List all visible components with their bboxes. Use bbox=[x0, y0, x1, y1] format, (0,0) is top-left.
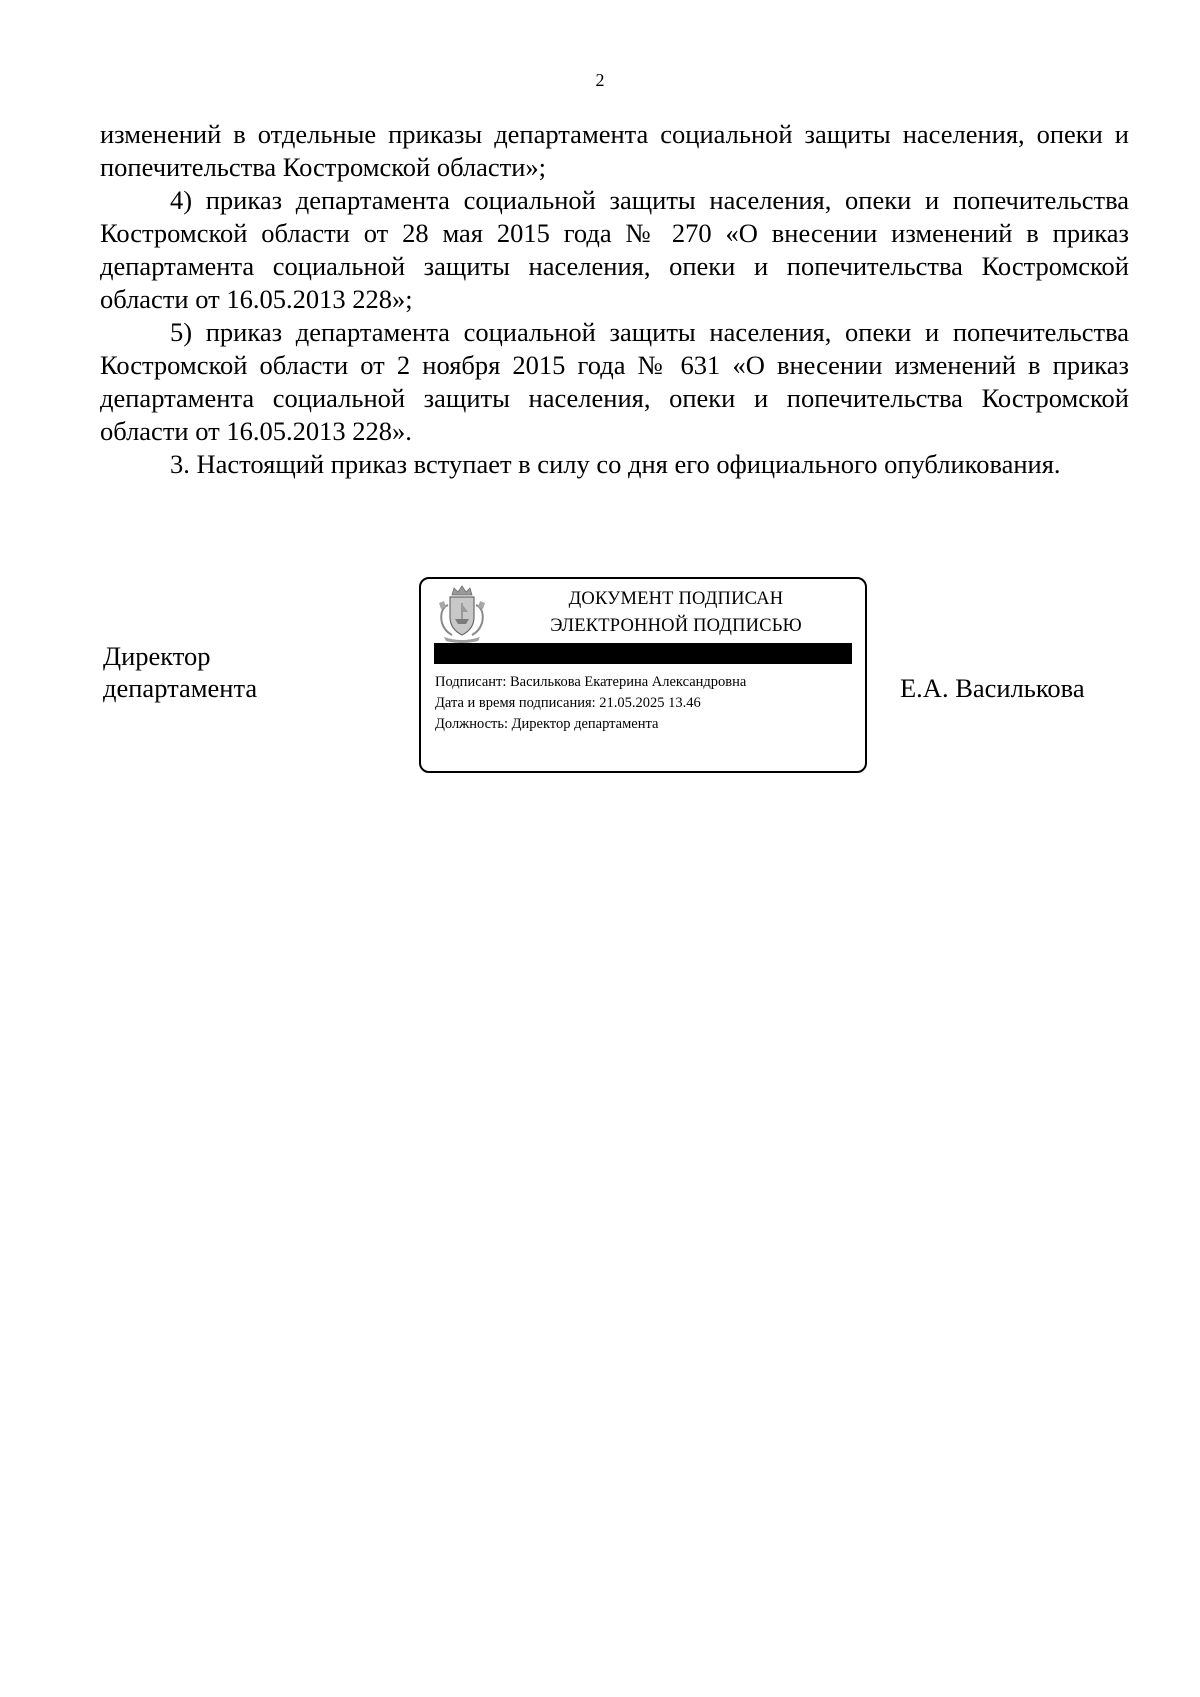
paragraph-item-3-effective: 3. Настоящий приказ вступает в силу со дня его официального опубликования. bbox=[170, 449, 1061, 479]
paragraph-continuation: изменений в отдельные приказы департамента социальной защиты населения, опеки и попечительства Костромской области»; bbox=[100, 119, 1129, 182]
signatory-name: Е.А. Василькова bbox=[900, 673, 1085, 703]
kostroma-coat-of-arms-icon bbox=[434, 585, 490, 643]
signatory-position-line1: Директор bbox=[103, 641, 211, 671]
paragraph-item-4: 4) приказ департамента социальной защиты населения, опеки и попечительства Костромской области от 28 мая 2015 года № 270 «О внесении изменений в приказ департамента социальной защиты населения, опеки и попечительства Костромской области от 16.05.2013 228»; bbox=[100, 185, 1129, 314]
signatory-position bbox=[103, 640, 257, 704]
document-body bbox=[100, 118, 1129, 481]
esign-header bbox=[501, 586, 851, 640]
esign-signer: Подписант: Василькова Екатерина Александровна bbox=[435, 674, 747, 690]
paragraph-item-5: 5) приказ департамента социальной защиты населения, опеки и попечительства Костромской области от 2 ноября 2015 года № 631 «О внесении изменений в приказ департамента социальной защиты населения, опеки и попечительства Костромской области от 16.05.2013 228». bbox=[100, 317, 1129, 446]
esign-position: Должность: Директор департамента bbox=[435, 716, 659, 732]
esign-header-line2: ЭЛЕКТРОННОЙ ПОДПИСЬЮ bbox=[550, 616, 802, 636]
esign-header-line1: ДОКУМЕНТ ПОДПИСАН bbox=[568, 589, 784, 609]
esign-details bbox=[435, 672, 746, 735]
electronic-signature-stamp bbox=[419, 577, 867, 773]
page-number: 2 bbox=[595, 70, 605, 90]
esign-certificate-redaction-bar bbox=[434, 643, 852, 664]
esign-datetime: Дата и время подписания: 21.05.2025 13.46 bbox=[435, 695, 701, 711]
signatory-position-line2: департамента bbox=[103, 673, 258, 703]
